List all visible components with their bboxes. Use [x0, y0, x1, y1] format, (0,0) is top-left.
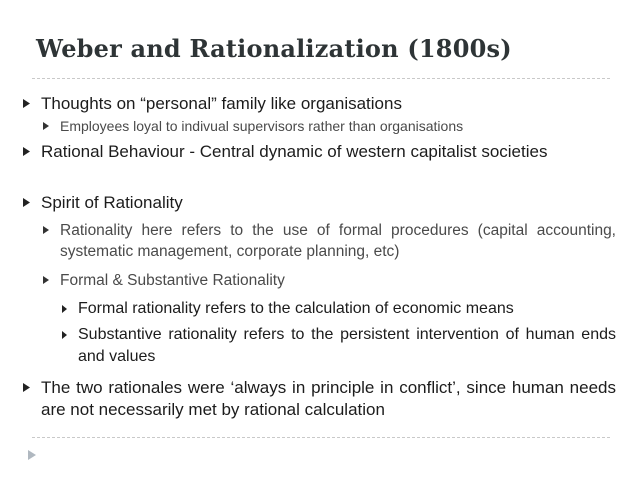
bullet-item	[22, 93, 622, 115]
triangle-right-icon	[61, 304, 68, 314]
bullet-item	[22, 141, 616, 163]
triangle-right-icon	[42, 225, 50, 235]
title-divider	[32, 78, 610, 79]
sub-sub-bullet-item	[61, 324, 616, 368]
sub-bullet-item	[42, 270, 616, 291]
triangle-right-icon	[22, 382, 31, 393]
triangle-right-icon	[42, 121, 50, 131]
footer-divider	[32, 437, 610, 438]
slide-title: Weber and Rationalization (1800s)	[36, 34, 512, 63]
bullet-text: Thoughts on “personal” family like organisations	[41, 94, 402, 113]
sub-sub-bullet-text: Substantive rationality refers to the persistent intervention of human ends and values	[78, 326, 616, 365]
bullet-item	[22, 192, 622, 214]
bullet-text: Spirit of Rationality	[41, 193, 183, 212]
triangle-right-icon	[42, 275, 50, 285]
sub-bullet-text: Employees loyal to indivual supervisors rather than organisations	[60, 118, 464, 134]
sub-bullet-item	[42, 220, 616, 262]
sub-sub-bullet-item	[61, 298, 621, 320]
sub-bullet-text: Formal & Substantive Rationality	[60, 272, 285, 289]
footer-triangle-icon	[27, 449, 37, 461]
sub-sub-bullet-text: Formal rationality refers to the calculation of economic means	[78, 300, 514, 317]
sub-bullet-text: Rationality here refers to the use of formal procedures (capital accounting, systematic management, corporate planning, etc)	[60, 222, 616, 260]
triangle-right-icon	[61, 330, 68, 340]
bullet-text: Rational Behaviour - Central dynamic of western capitalist societies	[41, 142, 548, 161]
sub-bullet-item	[42, 116, 622, 136]
bullet-item	[22, 377, 616, 421]
triangle-right-icon	[22, 146, 31, 157]
triangle-right-icon	[22, 98, 31, 109]
triangle-right-icon	[22, 197, 31, 208]
bullet-text: The two rationales were ‘always in principle in conflict’, since human needs are not necessarily met by rational calculation	[41, 378, 616, 419]
